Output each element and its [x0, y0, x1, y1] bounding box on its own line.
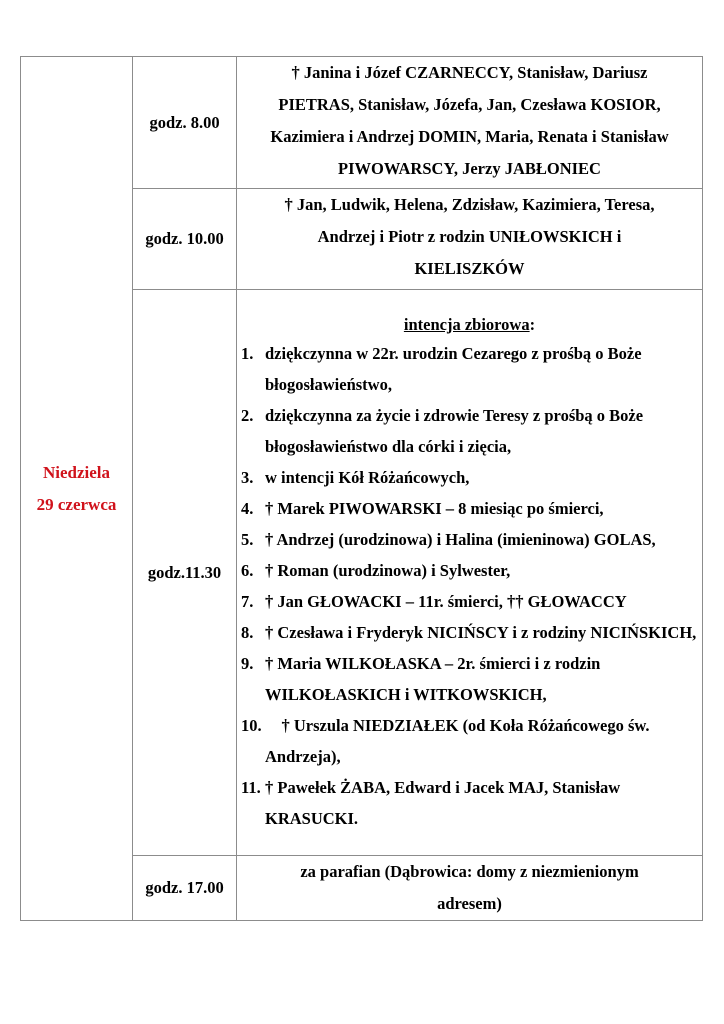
- intention-line: za parafian (Dąbrowica: domy z niezmienionym: [300, 862, 639, 881]
- weekday-label: Niedziela: [42, 462, 111, 482]
- collective-intention-heading-text: intencja zbiorowa: [403, 314, 530, 334]
- item-text: † Marek PIWOWARSKI – 8 miesiąc po śmierci,: [265, 498, 604, 518]
- intention-item: [241, 586, 698, 617]
- intention-cell: [237, 290, 703, 856]
- intention-item: [241, 772, 698, 834]
- day-cell: [21, 57, 133, 921]
- intention-list: [237, 338, 702, 834]
- mass-time: godz. 10.00: [133, 189, 237, 290]
- item-number: 7.: [241, 591, 254, 611]
- intention-item: [241, 338, 698, 400]
- intention-cell: [237, 57, 703, 189]
- mass-time: godz. 17.00: [133, 856, 237, 921]
- item-number: 8.: [241, 622, 254, 642]
- item-number: 3.: [241, 467, 254, 487]
- intention-item: [241, 648, 698, 710]
- item-text: † Pawełek ŻABA, Edward i Jacek MAJ, Stanisław KRASUCKI.: [265, 777, 621, 828]
- mass-time: godz.11.30: [133, 290, 237, 856]
- intention-line: † Janina i Józef CZARNECCY, Stanisław, Dariusz: [291, 63, 648, 82]
- intention-line: † Jan, Ludwik, Helena, Zdzisław, Kazimiera, Teresa,: [284, 195, 655, 214]
- item-number: 11.: [241, 777, 261, 797]
- intention-item: [241, 462, 698, 493]
- intention-item: [241, 617, 698, 648]
- item-number: 6.: [241, 560, 254, 580]
- intention-item: [241, 400, 698, 462]
- date-label: 29 czerwca: [36, 494, 117, 514]
- item-text: † Jan GŁOWACKI – 11r. śmierci, †† GŁOWACCY: [265, 591, 627, 611]
- item-number: 1.: [241, 343, 254, 363]
- intention-item: [241, 524, 698, 555]
- intention-item: [241, 710, 698, 772]
- intention-line: adresem): [437, 894, 502, 913]
- mass-schedule-table: [20, 56, 703, 921]
- intention-line: PIETRAS, Stanisław, Józefa, Jan, Czesława KOSIOR,: [278, 95, 661, 114]
- item-number: 10.: [241, 715, 262, 735]
- collective-intention-heading: [237, 312, 702, 338]
- item-text: † Roman (urodzinowa) i Sylwester,: [265, 560, 511, 580]
- item-text: † Czesława i Fryderyk NICIŃSCY i z rodziny NICIŃSKICH,: [265, 622, 697, 642]
- item-text: dziękczynna w 22r. urodzin Cezarego z prośbą o Boże błogosławieństwo,: [265, 343, 642, 394]
- intention-cell: [237, 189, 703, 290]
- item-number: 5.: [241, 529, 254, 549]
- item-number: 4.: [241, 498, 254, 518]
- intention-item: [241, 555, 698, 586]
- item-text: † Maria WILKOŁASKA – 2r. śmierci i z rodzin WILKOŁASKICH i WITKOWSKICH,: [265, 653, 601, 704]
- item-text: † Urszula NIEDZIAŁEK (od Koła Różańcowego św. Andrzeja),: [265, 715, 653, 766]
- item-text: † Andrzej (urodzinowa) i Halina (imieninowa) GOLAS,: [265, 529, 656, 549]
- intention-cell: [237, 856, 703, 921]
- item-number: 9.: [241, 653, 254, 673]
- intention-item: [241, 493, 698, 524]
- intention-line: PIWOWARSCY, Jerzy JABŁONIEC: [338, 159, 601, 178]
- item-number: 2.: [241, 405, 254, 425]
- mass-row: [21, 57, 703, 189]
- intention-line: KIELISZKÓW: [414, 259, 525, 278]
- mass-time: godz. 8.00: [133, 57, 237, 189]
- item-text: w intencji Kół Różańcowych,: [265, 467, 470, 487]
- intention-line: Andrzej i Piotr z rodzin UNIŁOWSKICH i: [317, 227, 622, 246]
- intention-line: Kazimiera i Andrzej DOMIN, Maria, Renata i Stanisław: [270, 127, 669, 146]
- heading-colon: :: [529, 314, 536, 334]
- item-text: dziękczynna za życie i zdrowie Teresy z prośbą o Boże błogosławieństwo dla córki i zięcia,: [265, 405, 644, 456]
